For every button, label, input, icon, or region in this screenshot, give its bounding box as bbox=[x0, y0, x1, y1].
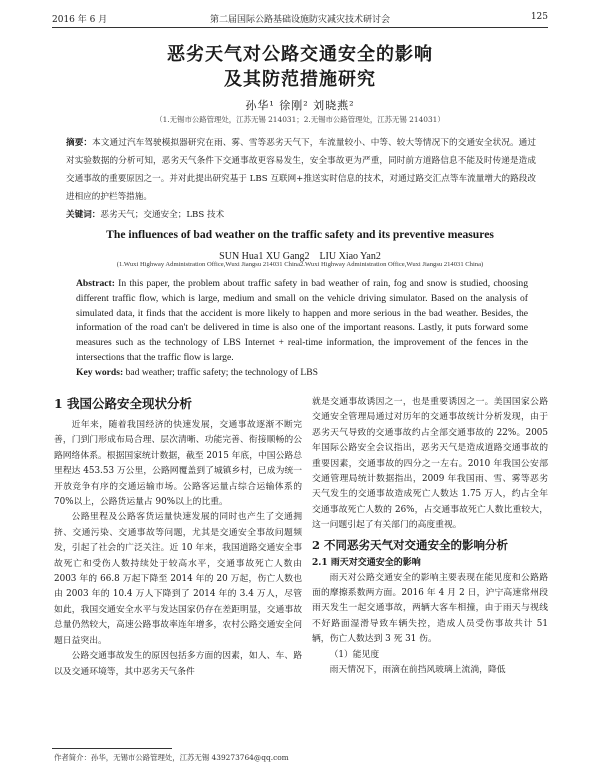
footnote-rule bbox=[52, 748, 172, 749]
body-paragraph: 公路里程及公路客货运量快速发展的同时也产生了交通拥挤、交通污染、交通事故等问题，尤其是交通安全事故问题频发，引起了社会的广泛关注。近 10 年来，我国道路交通安全事故死亡和受伤人数持续处于较高水平，交通事故死亡人数由 2003 年的 66.8 万起下降至 2014 年的 20 万起，伤亡人数也由 2003 年的 10.4 万人下降到了 2014 年的 3.4 万人，尽管如此，我国交通安全水平与发达国家仍存在差距明显，交通事故总量仍然较大，高速公路事故率连年增多，农村公路交通安全问题日益突出。 bbox=[54, 512, 302, 646]
keywords-cn-text: 恶劣天气；交通安全；LBS 技术 bbox=[100, 210, 225, 220]
abstract-en bbox=[76, 277, 528, 366]
affiliation-en: (1.Wuxi Highway Administration Office,Wuxi Jiangsu 214031 China2.Wuxi Highway Administration Office,Wuxi Jiangsu 214031 China) bbox=[116, 261, 484, 268]
header-date: 2016 年 6 月 bbox=[52, 15, 108, 25]
keywords-cn-label: 关键词： bbox=[66, 210, 101, 220]
subsection-heading-2-1: 2.1 雨天对交通安全的影响 bbox=[312, 557, 421, 568]
section-heading-1: 1 我国公路安全现状分析 bbox=[54, 396, 193, 411]
abstract-cn-text: 本文通过汽车驾驶模拟器研究在雨、雾、雪等恶劣天气下，车流量较小、中等、较大等情况下的交通安全状况。通过对实验数据的分析可知，恶劣天气条件下交通事故更容易发生，安全事故更为严重，同时前方道路信息不能及时传递是造成交通事故的重要原因之一。并对此提出研究基于 LBS 互联网+推送实时信息的技术，对通过路交汇点等车流量增大的路段改进相应的护栏等措施。 bbox=[66, 138, 536, 202]
right-column bbox=[312, 395, 548, 679]
left-column bbox=[54, 394, 302, 680]
header-page-number: 125 bbox=[530, 12, 548, 22]
body-paragraph: 公路交通事故发生的原因包括多方面的因素，如人、车、路以及交通环境等，其中恶劣天气条件 bbox=[54, 651, 302, 677]
header-rule bbox=[52, 27, 548, 28]
body-paragraph: 雨天情况下，雨滴在前挡风玻璃上流淌，降低 bbox=[329, 665, 506, 676]
abstract-en-label: Abstract: bbox=[76, 278, 115, 289]
header-conference: 第二届国际公路基础设施防灾减灾技术研讨会 bbox=[209, 15, 390, 25]
keywords-en-text: bad weather; traffic safety; the technology of LBS bbox=[123, 367, 319, 378]
body-paragraph: 就是交通事故诱因之一，也是重要诱因之一。美国国家公路交通安全管理局通过对历年的交通事故统计分析发现，由于恶劣天气导致的交通事故约占全部交通事故的 22%。2005 年国际公路安全会议指出，恶劣天气是造成道路交通事故的重要因素，交通事故的四分之一左右。2010 年我国公安部交通管理局统计数据指出，2009 年我国雨、雪、雾等恶劣天气发生的交通事故造成死亡人数达 1.75 万人，约占全年交通事故死亡人数的 26%，占交通事故死亡人数比重较大，这一问题引起了有关部门的高度重视。 bbox=[312, 397, 548, 531]
title-line-1: 恶劣天气对公路交通安全的影响 bbox=[167, 44, 433, 65]
abstract-cn bbox=[66, 134, 536, 206]
title-en: The influences of bad weather on the traffic safety and its preventive measures bbox=[106, 228, 494, 241]
abstract-cn-label: 摘要： bbox=[66, 138, 93, 148]
keywords-cn bbox=[66, 206, 536, 224]
affiliation-cn: （1.无锡市公路管理处，江苏无锡 214031；2.无锡市公路管理处，江苏无锡 214031） bbox=[155, 115, 445, 124]
keywords-en-label: Key words: bbox=[76, 367, 124, 378]
body-paragraph: 雨天对公路交通安全的影响主要表现在能见度和公路路面的摩擦系数两方面。2016 年 4 月 2 日，沪宁高速常州段雨天发生一起交通事故，两辆大客车相撞，由于雨天与视线不好路面湿滑导致车辆失控，造成人员受伤事故共计 51 辆，伤亡人数达到 3 死 31 伤。 bbox=[312, 572, 548, 645]
title-line-2: 及其防范措施研究 bbox=[224, 69, 376, 90]
section-heading-2: 2 不同恶劣天气对交通安全的影响分析 bbox=[312, 537, 509, 552]
keywords-en bbox=[76, 366, 528, 381]
authors-cn: 孙华¹ 徐刚² 刘晓燕² bbox=[245, 99, 355, 112]
body-paragraph: 近年来，随着我国经济的快速发展，交通事故逐渐不断完善，门到门形成布局合理、层次清晰、功能完善、衔接顺畅的公路网络体系。根据国家统计数据，截至 2015 年底，中国公路总里程达 453.53 万公里，公路网覆盖到了城镇乡村，已成为统一开放竞争有序的交通运输市场。公路客运量占综合运输体系的 70%以上，公路货运量占 90%以上的比重。 bbox=[54, 420, 302, 508]
author-footnote: 作者简介：孙华，无锡市公路管理处，江苏无锡 439273764@qq.com bbox=[54, 753, 289, 762]
list-label: （1）能见度 bbox=[329, 649, 380, 660]
authors-en: SUN Hua1 XU Gang2 LIU Xiao Yan2 bbox=[219, 251, 381, 262]
abstract-en-text: In this paper, the problem about traffic safety in bad weather of rain, fog and snow is studied, choosing different traffic flow, which is large, medium and small on the vehicle driving simulator. Based on the analysis of simulated data, it finds that the accident is more likely to happen and more serious in the bad weather. Besides, the information of the road can't be delivered in time is also one of the important reasons. Lastly, it puts forward some measures such as the technology of LBS Internet + real-time information, the improvement of the fences in the intersections that the traffic flow is large. bbox=[76, 278, 528, 363]
